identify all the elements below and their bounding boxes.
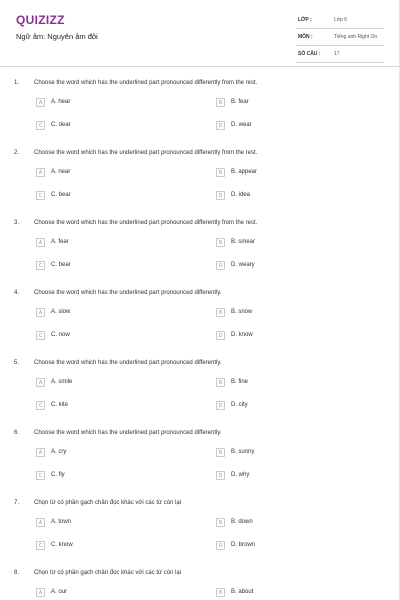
option-letter-box[interactable]: D — [216, 121, 225, 130]
meta-key: LỚP : — [298, 17, 312, 23]
option-letter-box[interactable]: B — [216, 448, 225, 457]
option-letter-box[interactable]: D — [216, 331, 225, 340]
question-1 — [0, 80, 400, 150]
option-letter-box[interactable]: B — [216, 518, 225, 527]
option-text: D. idea — [231, 192, 251, 198]
option-text: D. know — [231, 332, 253, 338]
option-text: C. know — [51, 542, 73, 548]
question-4 — [0, 290, 400, 360]
option-letter-box[interactable]: C — [36, 541, 45, 550]
meta-key: SỐ CÂU : — [298, 51, 321, 57]
worksheet-title: Ngữ âm: Nguyên âm đôi — [16, 32, 98, 41]
option-text: B. appear — [231, 169, 258, 175]
option-text: D. wear — [231, 122, 252, 128]
option-letter-box[interactable]: C — [36, 191, 45, 200]
option-text: D. brown — [231, 542, 256, 548]
question-text: Choose the word which has the underlined part pronounced differently from the rest. — [34, 150, 258, 156]
question-number: 8. — [14, 570, 20, 576]
option-letter-box[interactable]: C — [36, 471, 45, 480]
question-text: Choose the word which has the underlined part pronounced differently. — [34, 360, 222, 366]
option-text: A. smile — [51, 379, 73, 385]
option-text: A. cry — [51, 449, 67, 455]
question-number: 2. — [14, 150, 20, 156]
option-text: B. smear — [231, 239, 256, 245]
option-text: A. fear — [51, 239, 69, 245]
option-text: B. fine — [231, 379, 249, 385]
question-7 — [0, 500, 400, 570]
question-2 — [0, 150, 400, 220]
option-letter-box[interactable]: A — [36, 98, 45, 107]
question-text: Choose the word which has the underlined part pronounced differently from the rest. — [34, 220, 258, 226]
option-letter-box[interactable]: A — [36, 448, 45, 457]
option-text: A. near — [51, 169, 71, 175]
option-letter-box[interactable]: D — [216, 541, 225, 550]
question-number: 3. — [14, 220, 20, 226]
meta-key: MÔN : — [298, 34, 313, 40]
option-text: B. sunny — [231, 449, 255, 455]
meta-row-class — [296, 12, 384, 29]
question-3 — [0, 220, 400, 290]
worksheet-header — [0, 0, 400, 66]
option-letter-box[interactable]: D — [216, 191, 225, 200]
meta-value: Lớp 6 — [334, 17, 348, 23]
question-text: Choose the word which has the underlined part pronounced differently. — [34, 430, 222, 436]
option-letter-box[interactable]: B — [216, 238, 225, 247]
option-text: A. slow — [51, 309, 71, 315]
option-letter-box[interactable]: A — [36, 588, 45, 597]
option-text: B. down — [231, 519, 253, 525]
option-letter-box[interactable]: B — [216, 98, 225, 107]
option-letter-box[interactable]: C — [36, 121, 45, 130]
option-letter-box[interactable]: D — [216, 261, 225, 270]
meta-row-subject — [296, 29, 384, 46]
meta-row-question-count — [296, 46, 384, 63]
option-letter-box[interactable]: B — [216, 308, 225, 317]
worksheet-meta — [296, 12, 384, 63]
option-text: D. city — [231, 402, 248, 408]
option-letter-box[interactable]: A — [36, 308, 45, 317]
question-text: Chọn từ có phần gạch chân đọc khác với các từ còn lại — [34, 570, 182, 576]
question-number: 7. — [14, 500, 20, 506]
question-number: 1. — [14, 80, 20, 86]
option-text: C. kite — [51, 402, 69, 408]
option-letter-box[interactable]: D — [216, 471, 225, 480]
option-text: B. snow — [231, 309, 253, 315]
option-letter-box[interactable]: A — [36, 518, 45, 527]
option-letter-box[interactable]: A — [36, 168, 45, 177]
option-text: A. our — [51, 589, 68, 595]
option-letter-box[interactable]: C — [36, 331, 45, 340]
option-text: D. weary — [231, 262, 255, 268]
option-text: B. fear — [231, 99, 249, 105]
question-8 — [0, 570, 400, 600]
question-number: 5. — [14, 360, 20, 366]
option-letter-box[interactable]: C — [36, 261, 45, 270]
option-text: C. bear — [51, 192, 71, 198]
option-letter-box[interactable]: B — [216, 588, 225, 597]
question-number: 6. — [14, 430, 20, 436]
question-text: Chọn từ có phần gạch chân đọc khác với các từ còn lại — [34, 500, 182, 506]
option-letter-box[interactable]: B — [216, 378, 225, 387]
option-letter-box[interactable]: A — [36, 378, 45, 387]
option-letter-box[interactable]: A — [36, 238, 45, 247]
option-text: C. bear — [51, 262, 71, 268]
option-text: B. about — [231, 589, 254, 595]
option-text: A. town — [51, 519, 72, 525]
question-text: Choose the word which has the underlined part pronounced differently from the rest. — [34, 80, 258, 86]
option-text: C. dear — [51, 122, 71, 128]
quizizz-logo: QUIZIZZ — [16, 13, 65, 27]
option-text: C. now — [51, 332, 70, 338]
question-6 — [0, 430, 400, 500]
option-letter-box[interactable]: D — [216, 401, 225, 410]
option-text: D. why — [231, 472, 250, 478]
option-text: C. fly — [51, 472, 65, 478]
meta-value: 17 — [334, 51, 340, 57]
option-letter-box[interactable]: C — [36, 401, 45, 410]
meta-value: Tiếng anh Right On — [334, 34, 378, 40]
option-letter-box[interactable]: B — [216, 168, 225, 177]
question-text: Choose the word which has the underlined part pronounced differently. — [34, 290, 222, 296]
header-divider — [0, 66, 400, 67]
option-text: A. hear — [51, 99, 71, 105]
question-number: 4. — [14, 290, 20, 296]
question-5 — [0, 360, 400, 430]
